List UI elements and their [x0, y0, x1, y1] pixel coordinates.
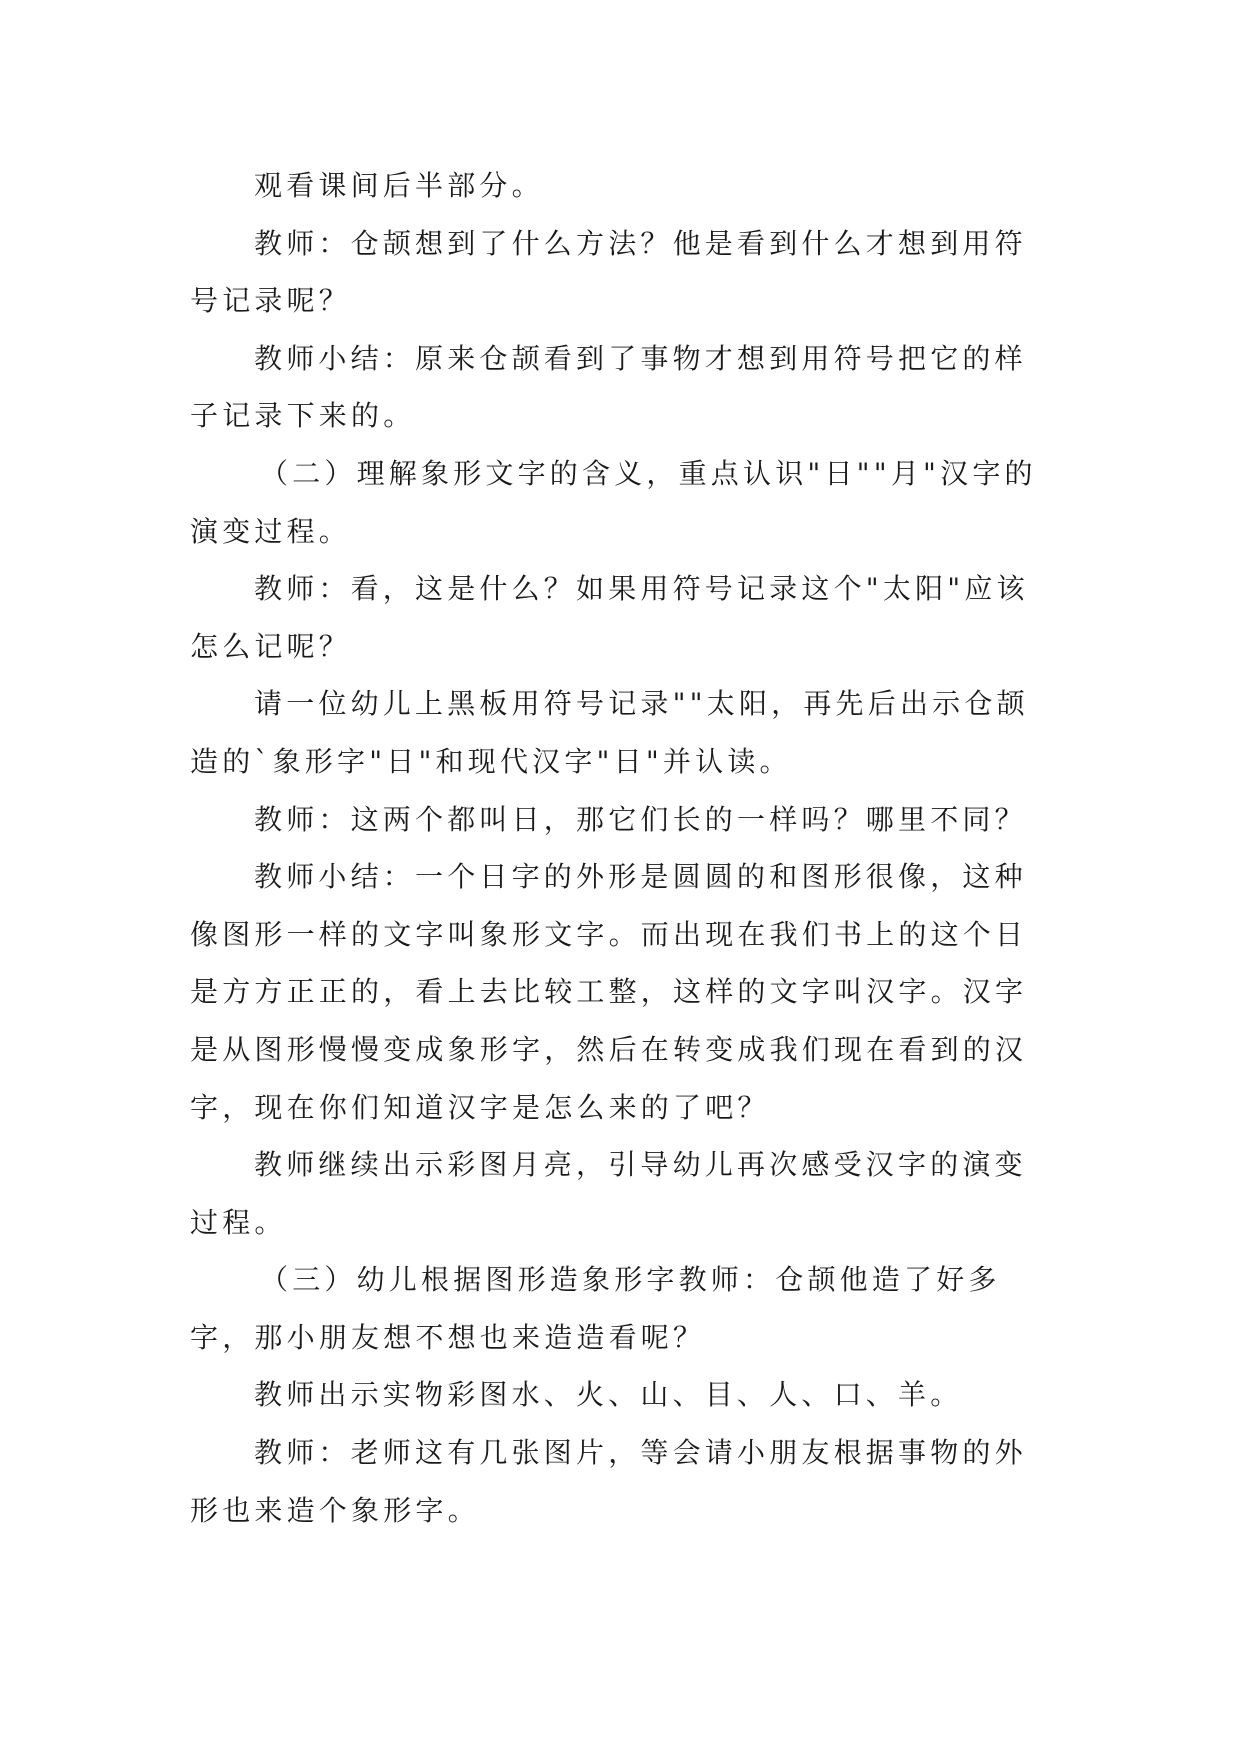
paragraph-1: 观看课间后半部分。: [254, 169, 544, 202]
document-body: [190, 157, 1055, 1539]
paragraph-8: 教师小结：一个日字的外形是圆圆的和图形很像，这种像图形一样的文字叫象形文字。而出现在我们书上的这个日是方方正正的，看上去比较工整，这样的文字叫汉字。汉字是从图形慢慢变成象形字，然后在转变成我们现在看到的汉字，现在你们知道汉字是怎么来的了吧？: [190, 860, 1028, 1124]
paragraph-11: 教师出示实物彩图水、火、山、目、人、口、羊。: [254, 1378, 963, 1412]
paragraph-12: 教师：老师这有几张图片，等会请小朋友根据事物的外形也来造个象形字。: [190, 1436, 1027, 1527]
paragraph-3: 教师小结：原来仓颉看到了事物才想到用符号把它的样子记录下来的。: [190, 341, 1027, 433]
section-heading-2: （二）理解象形文字的含义，重点认识"日""月"汉字的演变过程。: [190, 456, 1037, 548]
paragraph-6: 请一位幼儿上黑板用符号记录""太阳，再先后出示仓颉造的`象形字"日"和现代汉字"日"并认读。: [190, 687, 1029, 778]
paragraph-7: 教师：这两个都叫日，那它们长的一样吗？哪里不同？: [254, 802, 1027, 836]
paragraph-5: 教师：看，这是什么？如果用符号记录这个"太阳"应该怎么记呢？: [190, 572, 1029, 663]
section-heading-3: （三）幼儿根据图形造象形字教师：仓颉他造了好多字，那小朋友想不想也来造造看呢？: [190, 1263, 1001, 1354]
paragraph-9: 教师继续出示彩图月亮，引导幼儿再次感受汉字的演变过程。: [190, 1148, 1027, 1239]
paragraph-2: 教师：仓颉想到了什么方法？他是看到什么才想到用符号记录呢？: [190, 226, 1027, 318]
